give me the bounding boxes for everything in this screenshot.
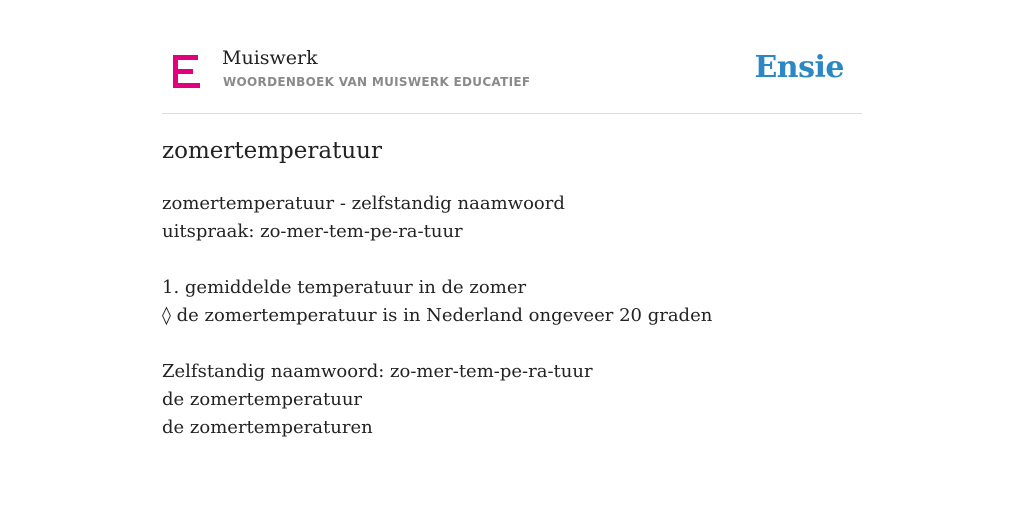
site-header bbox=[162, 40, 862, 114]
entry-line-spacer bbox=[162, 330, 862, 358]
entry-line-syllables: Zelfstandig naamwoord: zo-mer-tem-pe-ra-tuur bbox=[162, 361, 593, 382]
entry-line-singular: de zomertemperatuur bbox=[162, 389, 363, 410]
entry-line-plural: de zomertemperaturen bbox=[162, 417, 373, 438]
entry-title: zomertemperatuur bbox=[162, 138, 382, 164]
brand-name[interactable]: Muiswerk bbox=[222, 47, 318, 69]
entry-line-definition: 1. gemiddelde temperatuur in de zomer bbox=[162, 277, 527, 298]
entry-line-word-class: zomertemperatuur - zelfstandig naamwoord bbox=[162, 193, 565, 214]
entry-line-example: ◊ de zomertemperatuur is in Nederland ongeveer 20 graden bbox=[162, 305, 713, 326]
entry-body bbox=[162, 190, 862, 442]
ensie-logo[interactable]: Ensie bbox=[754, 50, 844, 85]
entry-line-spacer bbox=[162, 246, 862, 274]
brand-subtitle: WOORDENBOEK VAN MUISWERK EDUCATIEF bbox=[223, 75, 531, 89]
entry-line-pronunciation: uitspraak: zo-mer-tem-pe-ra-tuur bbox=[162, 221, 463, 242]
muiswerk-e-icon[interactable] bbox=[173, 55, 201, 88]
